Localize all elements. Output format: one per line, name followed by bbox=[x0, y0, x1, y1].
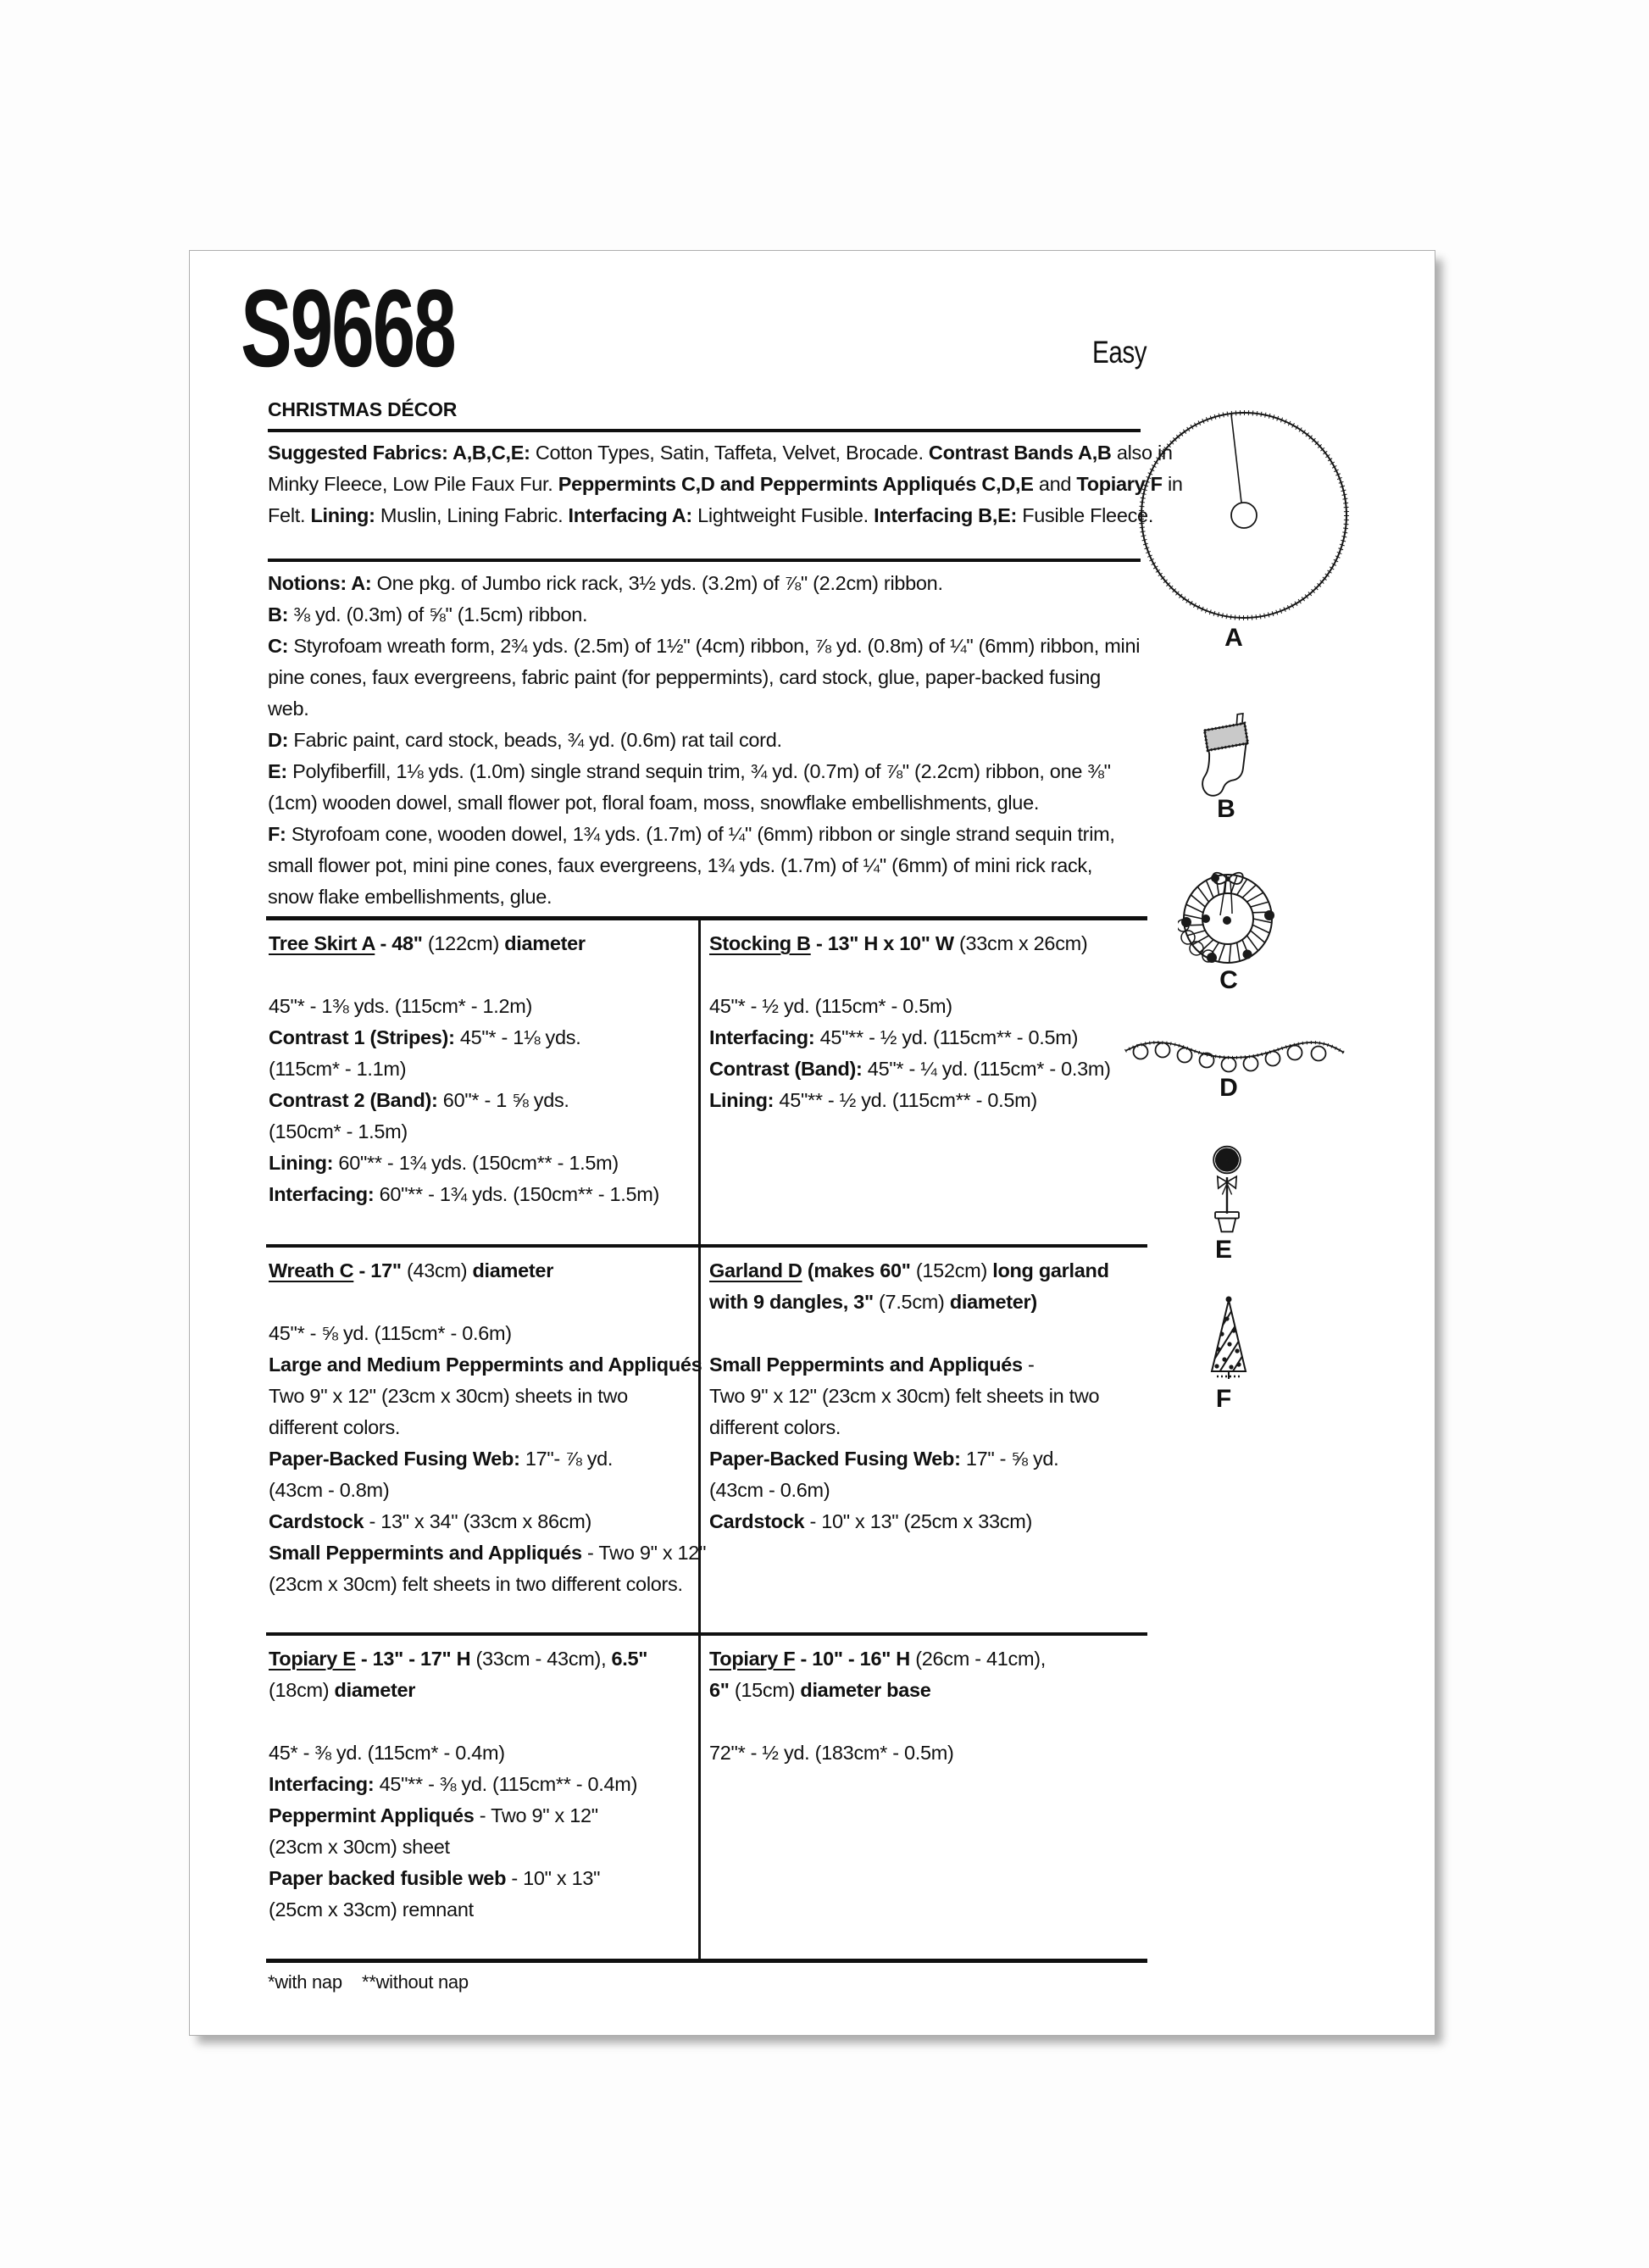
view-label-c: C bbox=[1219, 966, 1238, 994]
tree-skirt-illustration bbox=[1130, 403, 1359, 632]
peppermint-topiary-illustration bbox=[1200, 1142, 1254, 1236]
table-row bbox=[266, 1248, 1147, 1636]
cell-garland-d: Garland D (makes 60" (152cm) long garland with 9 dangles, 3" (7.5cm) diameter) Small Peppermints and Appliqués - Two 9" x 12" (23cm x 30cm) felt sheets in two different colors. Paper-Backed Fusing Web: 17" - ⅝ yd. (43cm - 0.6m) Cardstock - 10" x 13" (25cm x 33cm) bbox=[709, 1259, 1109, 1532]
divider-rule-top bbox=[268, 429, 1141, 432]
view-label-a: A bbox=[1224, 624, 1243, 652]
view-label-e: E bbox=[1214, 1236, 1232, 1264]
stocking-illustration bbox=[1196, 713, 1256, 801]
pattern-number: S9668 bbox=[241, 266, 455, 390]
notions-paragraph: Notions: A: One pkg. of Jumbo rick rack, 3½ yds. (3.2m) of ⅞" (2.2cm) ribbon. B: ⅜ yd. (0.3m) of ⅝" (1.5cm) ribbon. C: Styrofoam wreath form, 2¾ yds. (2.5m) of 1½" (4cm) ribbon, ⅞ yd. (0.8m) of ¼" (6mm) ribbon, mini pine cones, faux evergreens, fabric paint (for peppermints), card stock, glue, paper-backed fusing web. D: Fabric paint, card stock, beads, ¾ yd. (0.6m) rat tail cord. E: Polyfiberfill, 1⅛ yds. (1.0m) single strand sequin trim, ¾ yd. (0.7m) of ⅞" (2.2cm) ribbon, one ⅜" (1cm) wooden dowel, small flower pot, floral foam, moss, snowflake embellishments, glue. F: Styrofoam cone, wooden dowel, 1¾ yds. (1.7m) of ¼" (6mm) ribbon or single strand sequin trim, small flower pot, mini pine cones, faux evergreens, 1¾ yds. (1.7m) of ¼" (6mm) of mini rick rack, snow flake embellishments, glue. bbox=[268, 572, 1141, 908]
view-label-f: F bbox=[1215, 1385, 1232, 1413]
cone-topiary-illustration bbox=[1202, 1295, 1256, 1383]
cell-stocking-b: Stocking B - 13" H x 10" W (33cm x 26cm) 45"* - ½ yd. (115cm* - 0.5m) Interfacing: 45"** - ½ yd. (115cm** - 0.5m) Contrast (Band): 45"* - ¼ yd. (115cm* - 0.3m) Lining: 45"** - ½ yd. (115cm** - 0.5m) bbox=[709, 932, 1111, 1111]
suggested-fabrics-paragraph: Suggested Fabrics: A,B,C,E: Cotton Types, Satin, Taffeta, Velvet, Brocade. Contrast Bands A,B also in Minky Fleece, Low Pile Faux Fur. Peppermints C,D and Peppermints Appliqués C,D,E and Topiary F in Felt. Lining: Muslin, Lining Fabric. Interfacing A: Lightweight Fusible. Interfacing B,E: Fusible Fleece. bbox=[268, 442, 1183, 526]
cell-topiary-f: Topiary F - 10" - 16" H (26cm - 41cm), 6" (15cm) diameter base 72"* - ½ yd. (183cm* - 0.5m) bbox=[709, 1648, 1046, 1764]
view-label-b: B bbox=[1217, 795, 1235, 823]
nap-footnote: *with nap **without nap bbox=[268, 1971, 469, 1993]
wreath-illustration bbox=[1178, 866, 1278, 966]
divider-rule-notions bbox=[268, 559, 1141, 562]
cell-topiary-e: Topiary E - 13" - 17" H (33cm - 43cm), 6.5" (18cm) diameter 45* - ⅜ yd. (115cm* - 0.4m) Interfacing: 45"** - ⅜ yd. (115cm** - 0.4m) Peppermint Appliqués - Two 9" x 12" (23cm x 30cm) sheet Paper backed fusible web - 10" x 13" (25cm x 33cm) remnant bbox=[266, 1636, 701, 1959]
difficulty-label: Easy bbox=[1092, 335, 1147, 370]
cell-tree-skirt-a: Tree Skirt A - 48" (122cm) diameter 45"* - 1⅜ yds. (115cm* - 1.2m) Contrast 1 (Stripes): 45"* - 1⅛ yds. (115cm* - 1.1m) Contrast 2 (Band): 60"* - 1 ⅝ yds. (150cm* - 1.5m) Lining: 60"** - 1¾ yds. (150cm** - 1.5m) Interfacing: 60"** - 1¾ yds. (150cm** - 1.5m) bbox=[266, 920, 701, 1244]
table-row bbox=[266, 1636, 1147, 1959]
view-label-d: D bbox=[1219, 1074, 1238, 1102]
yardage-table bbox=[266, 916, 1147, 1963]
category-title: CHRISTMAS DÉCOR bbox=[268, 398, 458, 420]
table-row bbox=[266, 920, 1147, 1248]
pattern-envelope-back bbox=[189, 250, 1435, 2036]
cell-wreath-c: Wreath C - 17" (43cm) diameter 45"* - ⅝ yd. (115cm* - 0.6m) Large and Medium Peppermints and Appliqués Two 9" x 12" (23cm x 30cm) sheets in two different colors. Paper-Backed Fusing Web: 17"- ⅞ yd. (43cm - 0.8m) Cardstock - 13" x 34" (33cm x 86cm) Small Peppermints and Appliqués - Two 9" x 12" (23cm x 30cm) felt sheets in two different colors. bbox=[266, 1248, 701, 1632]
